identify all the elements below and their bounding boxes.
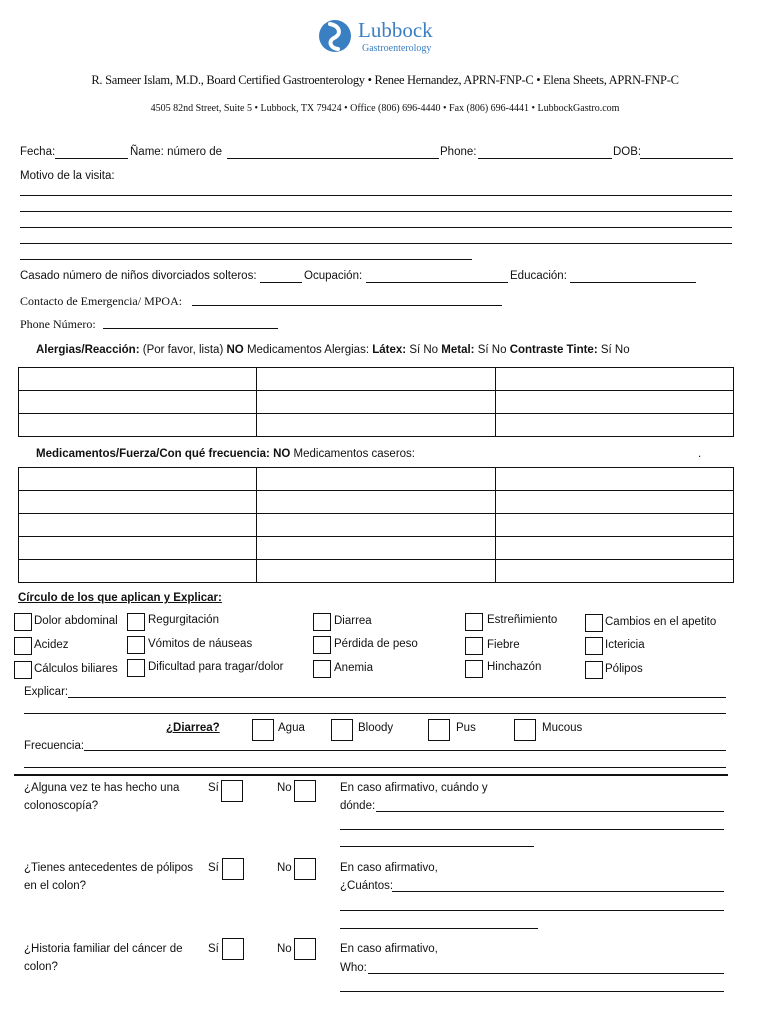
motivo-line-4[interactable] xyxy=(20,243,732,244)
table-cell[interactable] xyxy=(19,368,257,391)
q2-answer-line-b[interactable] xyxy=(340,910,724,911)
q1-answer-field[interactable] xyxy=(376,811,724,812)
q1-answer-line-1: En caso afirmativo, cuándo y xyxy=(340,782,488,794)
metal-options: Sí No xyxy=(477,344,507,356)
dob-field[interactable] xyxy=(640,158,733,159)
table-cell[interactable] xyxy=(495,468,733,491)
alergias-label: Alergias/Reacción: xyxy=(36,344,140,356)
motivo-line-1[interactable] xyxy=(20,195,732,196)
q1-answer-line-c[interactable] xyxy=(340,846,534,847)
checkbox-regurgitacion[interactable] xyxy=(127,613,145,631)
explicar-line-2[interactable] xyxy=(24,713,726,714)
q2-answer-line-2: ¿Cuántos: xyxy=(340,880,394,892)
checkbox-vomitos[interactable] xyxy=(127,636,145,654)
medicamentos-no: NO xyxy=(273,448,291,460)
fecha-field[interactable] xyxy=(55,158,128,159)
section-divider xyxy=(14,774,728,776)
checkbox-anemia[interactable] xyxy=(313,660,331,678)
label-estrenimiento: Estreñimiento xyxy=(487,614,558,626)
table-cell[interactable] xyxy=(495,537,733,560)
checkbox-mucous[interactable] xyxy=(514,719,536,741)
q3-answer-field[interactable] xyxy=(368,973,724,974)
medicamentos-label: Medicamentos/Fuerza/Con qué frecuencia: xyxy=(36,448,270,460)
alergias-no: NO xyxy=(226,344,244,356)
phone-field[interactable] xyxy=(478,158,612,159)
ocupacion-field[interactable] xyxy=(366,282,508,283)
table-cell[interactable] xyxy=(257,537,495,560)
checkbox-hinchazon[interactable] xyxy=(465,660,483,678)
table-cell[interactable] xyxy=(257,391,495,414)
table-cell[interactable] xyxy=(257,414,495,437)
checkbox-agua[interactable] xyxy=(252,719,274,741)
providers-line: R. Sameer Islam, M.D., Board Certified Gastroenterology • Renee Hernandez, APRN-FNP-C • Elena Sheets, APRN-FNP-C xyxy=(91,73,679,87)
logo-name: Lubbock xyxy=(358,18,433,42)
q1-answer-line-b[interactable] xyxy=(340,829,724,830)
label-cambios-apetito: Cambios en el apetito xyxy=(605,616,717,628)
medicamentos-heading xyxy=(36,448,415,460)
q3-answer-line-1: En caso afirmativo, xyxy=(340,943,438,955)
label-pus: Pus xyxy=(456,722,476,734)
q2-line-2: en el colon? xyxy=(24,880,87,892)
q2-answer-field[interactable] xyxy=(392,891,724,892)
table-cell[interactable] xyxy=(19,414,257,437)
q3-line-2: colon? xyxy=(24,961,58,973)
q3-line-1: ¿Historia familiar del cáncer de xyxy=(24,943,183,955)
table-cell[interactable] xyxy=(257,560,495,583)
casado-label: Casado número de niños divorciados solteros: xyxy=(20,270,257,282)
frecuencia-label: Frecuencia: xyxy=(24,740,85,752)
alergias-meds: Medicamentos Alergias: xyxy=(246,344,370,356)
checkbox-pus[interactable] xyxy=(428,719,450,741)
explicar-label: Explicar: xyxy=(24,686,69,698)
q2-no-label: No xyxy=(277,862,292,874)
q2-no-checkbox[interactable] xyxy=(294,858,316,880)
table-cell[interactable] xyxy=(495,560,733,583)
q1-line-2: colonoscopía? xyxy=(24,800,99,812)
table-cell[interactable] xyxy=(19,560,257,583)
q2-si-checkbox[interactable] xyxy=(222,858,244,880)
alergias-rest: (Por favor, lista) xyxy=(142,344,224,356)
motivo-line-2[interactable] xyxy=(20,211,732,212)
fecha-label: Fecha: xyxy=(20,146,56,158)
alergias-heading xyxy=(36,344,630,356)
motivo-label: Motivo de la visita: xyxy=(20,170,115,182)
motivo-line-5[interactable] xyxy=(20,259,472,260)
table-cell[interactable] xyxy=(19,468,257,491)
table-cell[interactable] xyxy=(19,537,257,560)
label-anemia: Anemia xyxy=(334,662,373,674)
label-acidez: Acidez xyxy=(34,639,69,651)
address-line: 4505 82nd Street, Suite 5 • Lubbock, TX 79424 • Office (806) 696-4440 • Fax (806) 696-4441 • LubbockGastro.com xyxy=(150,103,620,114)
logo xyxy=(318,16,458,60)
explicar-field[interactable] xyxy=(68,697,726,698)
q1-answer-line-2: dónde: xyxy=(340,800,376,812)
checkbox-bloody[interactable] xyxy=(331,719,353,741)
educacion-field[interactable] xyxy=(570,282,696,283)
label-perdida-peso: Pérdida de peso xyxy=(334,638,418,650)
dob-label: DOB: xyxy=(613,146,642,158)
q1-no-label: No xyxy=(277,782,292,794)
q3-answer-line-b[interactable] xyxy=(340,991,724,992)
table-cell[interactable] xyxy=(257,368,495,391)
checkbox-perdida-peso[interactable] xyxy=(313,636,331,654)
contraste-options: Sí No xyxy=(600,344,630,356)
diarrea-label: ¿Diarrea? xyxy=(166,722,220,734)
label-regurgitacion: Regurgitación xyxy=(148,614,219,626)
label-agua: Agua xyxy=(278,722,305,734)
phone-numero-label: Phone Número: xyxy=(20,317,96,331)
checkbox-cambios-apetito[interactable] xyxy=(585,614,603,632)
q3-no-checkbox[interactable] xyxy=(294,938,316,960)
name-label: Ñame: número de xyxy=(130,146,223,158)
q2-si-label: Sí xyxy=(208,862,219,874)
table-cell[interactable] xyxy=(257,468,495,491)
q2-line-1: ¿Tienes antecedentes de pólipos xyxy=(24,862,193,874)
checkbox-calculos-biliares[interactable] xyxy=(14,661,32,679)
checkbox-acidez[interactable] xyxy=(14,637,32,655)
label-calculos-biliares: Cálculos biliares xyxy=(34,663,118,675)
q2-answer-line-c[interactable] xyxy=(340,928,538,929)
label-bloody: Bloody xyxy=(358,722,394,734)
checkbox-fiebre[interactable] xyxy=(465,637,483,655)
logo-mark-icon xyxy=(318,16,352,56)
table-cell[interactable] xyxy=(19,514,257,537)
q2-answer-line-1: En caso afirmativo, xyxy=(340,862,438,874)
frecuencia-field[interactable] xyxy=(84,750,726,751)
q3-no-label: No xyxy=(277,943,292,955)
casado-field[interactable] xyxy=(260,282,302,283)
table-cell[interactable] xyxy=(257,491,495,514)
phone-numero-field[interactable] xyxy=(103,328,278,329)
medicamentos-dot: . xyxy=(698,448,702,460)
table-cell[interactable] xyxy=(495,491,733,514)
q1-si-checkbox[interactable] xyxy=(221,780,243,802)
checkbox-polipos[interactable] xyxy=(585,661,603,679)
table-cell[interactable] xyxy=(19,391,257,414)
label-dificultad-tragar: Dificultad para tragar/dolor xyxy=(148,661,284,673)
q3-answer-line-2: Who: xyxy=(340,962,367,974)
table-cell[interactable] xyxy=(495,368,733,391)
motivo-line-3[interactable] xyxy=(20,227,732,228)
checkbox-estrenimiento[interactable] xyxy=(465,613,483,631)
table-cell[interactable] xyxy=(257,514,495,537)
label-mucous: Mucous xyxy=(542,722,583,734)
checkbox-ictericia[interactable] xyxy=(585,637,603,655)
q1-no-checkbox[interactable] xyxy=(294,780,316,802)
phone-label: Phone: xyxy=(440,146,477,158)
latex-label: Látex: xyxy=(372,344,407,356)
label-polipos: Pólipos xyxy=(605,663,643,675)
latex-options: Sí No xyxy=(409,344,439,356)
q3-si-label: Sí xyxy=(208,943,219,955)
checkbox-dolor-abdominal[interactable] xyxy=(14,613,32,631)
table-cell[interactable] xyxy=(495,414,733,437)
label-ictericia: Ictericia xyxy=(605,639,645,651)
label-fiebre: Fiebre xyxy=(487,639,520,651)
name-field[interactable] xyxy=(227,158,439,159)
checkbox-dificultad-tragar[interactable] xyxy=(127,659,145,677)
table-cell[interactable] xyxy=(495,514,733,537)
contacto-label: Contacto de Emergencia/ MPOA: xyxy=(20,294,183,308)
contacto-field[interactable] xyxy=(192,305,502,306)
metal-label: Metal: xyxy=(441,344,475,356)
table-cell[interactable] xyxy=(19,491,257,514)
medicamentos-rest: Medicamentos caseros: xyxy=(293,448,415,460)
label-diarrea: Diarrea xyxy=(334,615,372,627)
logo-sub: Gastroenterology xyxy=(362,43,432,54)
label-vomitos: Vómitos de náuseas xyxy=(148,638,253,650)
checkbox-diarrea[interactable] xyxy=(313,613,331,631)
q3-si-checkbox[interactable] xyxy=(222,938,244,960)
label-hinchazon: Hinchazón xyxy=(487,661,542,673)
ocupacion-label: Ocupación: xyxy=(304,270,363,282)
medicamentos-table xyxy=(18,467,734,583)
educacion-label: Educación: xyxy=(510,270,567,282)
contraste-label: Contraste Tinte: xyxy=(509,344,598,356)
circulo-title: Círculo de los que aplican y Explicar: xyxy=(18,592,222,604)
q1-line-1: ¿Alguna vez te has hecho una xyxy=(24,782,180,794)
table-cell[interactable] xyxy=(495,391,733,414)
label-dolor-abdominal: Dolor abdominal xyxy=(34,615,118,627)
q1-si-label: Sí xyxy=(208,782,219,794)
frecuencia-line-2[interactable] xyxy=(24,767,726,768)
alergias-table xyxy=(18,367,734,437)
